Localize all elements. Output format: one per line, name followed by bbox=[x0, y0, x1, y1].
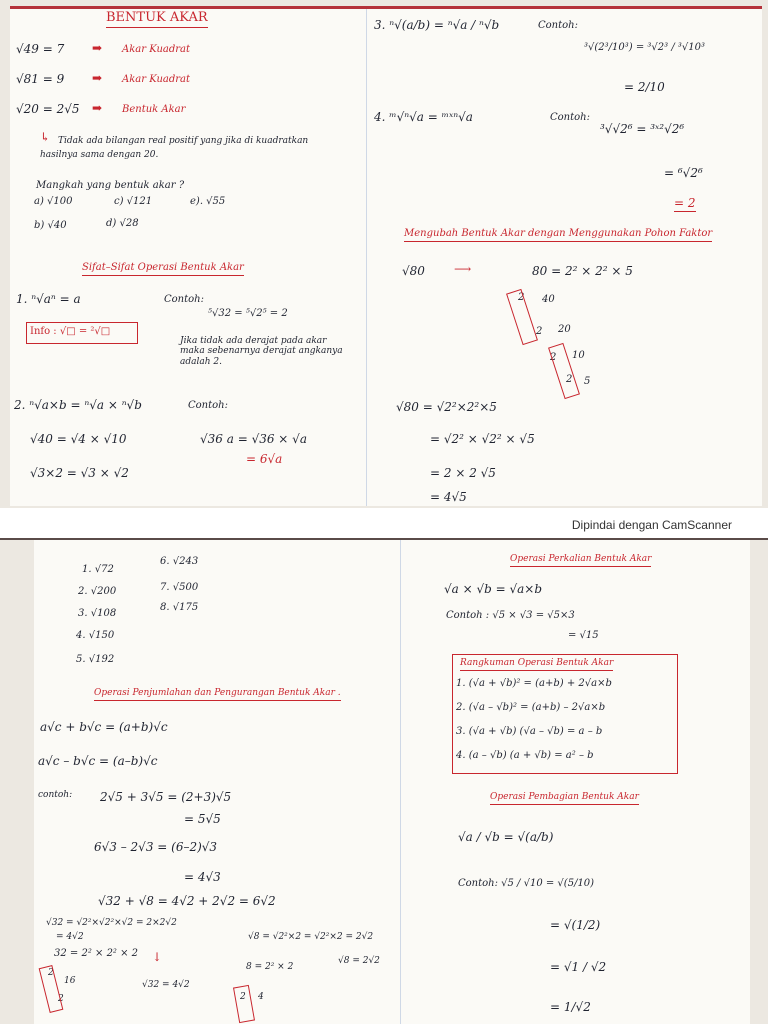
exercise-5: 5. √192 bbox=[76, 654, 115, 665]
divide-rule: √a / √b = √(a/b) bbox=[458, 830, 554, 844]
page-fold bbox=[366, 6, 367, 506]
factor-root: √80 bbox=[402, 264, 425, 278]
root-81: √81 = 9 bbox=[16, 72, 65, 86]
tree-node: 16 bbox=[64, 976, 76, 986]
root32-result: = 4√2 bbox=[56, 932, 84, 942]
tree-node: 5 bbox=[584, 376, 591, 387]
exercise-7: 7. √500 bbox=[160, 582, 199, 593]
factor-8: 8 = 2² × 2 bbox=[246, 962, 294, 972]
property-2-contoh: Contoh: bbox=[188, 400, 228, 411]
property-1: 1. ⁿ√aⁿ = a bbox=[16, 292, 81, 306]
subtract-example-result: = 4√3 bbox=[184, 870, 221, 884]
property-2-ex-a: √40 = √4 × √10 bbox=[30, 432, 127, 446]
tree-node: 4 bbox=[258, 992, 264, 1002]
page-edge bbox=[10, 6, 762, 9]
property-2-ex-b: √36 a = √36 × √a bbox=[200, 432, 307, 446]
property-1-contoh: Contoh: bbox=[164, 294, 204, 305]
add-example-result: = 5√5 bbox=[184, 812, 221, 826]
property-4-result-1: = ⁶√2⁶ bbox=[664, 166, 703, 180]
property-3-contoh: Contoh: bbox=[538, 20, 578, 31]
mixed-example: √32 + √8 = 4√2 + 2√2 = 6√2 bbox=[98, 894, 276, 908]
exercise-1: 1. √72 bbox=[82, 564, 114, 575]
arrow-icon: ➡ bbox=[92, 71, 103, 85]
root-20: √20 = 2√5 bbox=[16, 102, 80, 116]
tree-node: 2 bbox=[566, 374, 573, 385]
faktor-title: Mengubah Bentuk Akar dengan Menggunakan Pohon Faktor bbox=[404, 228, 712, 242]
tree-highlight bbox=[506, 289, 538, 345]
summary-item-1: 1. (√a + √b)² = (a+b) + 2√a×b bbox=[456, 678, 612, 689]
tree-node: 10 bbox=[572, 350, 585, 361]
summary-item-4: 4. (a – √b) (a + √b) = a² – b bbox=[456, 750, 594, 761]
sifat-title: Sifat–Sifat Operasi Bentuk Akar bbox=[82, 262, 244, 276]
divide-example: Contoh: √5 / √10 = √(5/10) bbox=[458, 878, 595, 889]
page-title: BENTUK AKAR bbox=[106, 10, 208, 28]
option-d: d) √28 bbox=[106, 218, 139, 229]
tree-node: 2 bbox=[536, 326, 543, 337]
exercise-6: 6. √243 bbox=[160, 556, 199, 567]
property-3-result: = 2/10 bbox=[624, 80, 665, 94]
summary-item-2: 2. (√a – √b)² = (a+b) – 2√a×b bbox=[456, 702, 606, 713]
property-4: 4. ᵐ√ⁿ√a = ᵐˣⁿ√a bbox=[374, 110, 473, 124]
factor-32: 32 = 2² × 2² × 2 bbox=[54, 948, 139, 959]
tree-highlight bbox=[39, 965, 64, 1013]
question: Mangkah yang bentuk akar ? bbox=[36, 180, 185, 191]
option-b: b) √40 bbox=[34, 220, 67, 231]
page-edge bbox=[0, 538, 768, 540]
add-example: 2√5 + 3√5 = (2+3)√5 bbox=[100, 790, 232, 804]
divide-step-1: = √(1/2) bbox=[550, 918, 601, 932]
root-49: √49 = 7 bbox=[16, 42, 65, 56]
page-fold bbox=[400, 540, 401, 1024]
summary-title: Rangkuman Operasi Bentuk Akar bbox=[460, 658, 613, 671]
tree-node: 40 bbox=[542, 294, 555, 305]
divide-step-2: = √1 / √2 bbox=[550, 960, 607, 974]
tree-node: 2 bbox=[58, 994, 64, 1004]
bagi-title: Operasi Pembagian Bentuk Akar bbox=[490, 792, 639, 805]
factor-equation: 80 = 2² × 2² × 5 bbox=[532, 264, 633, 278]
property-4-result-2: = 2 bbox=[674, 196, 696, 212]
multiply-rule: √a × √b = √a×b bbox=[444, 582, 543, 596]
property-2-ex-b-result: = 6√a bbox=[246, 452, 283, 466]
info-note: Jika tidak ada derajat pada akar maka sebenarnya derajat angkanya adalah 2. bbox=[180, 336, 343, 367]
root32-final: √32 = 4√2 bbox=[142, 980, 190, 990]
add-rule: a√c + b√c = (a+b)√c bbox=[40, 720, 168, 734]
contoh-label: contoh: bbox=[38, 790, 73, 800]
info-text: Info : √□ = ²√□ bbox=[30, 326, 111, 337]
option-c: c) √121 bbox=[114, 196, 153, 207]
property-3-example: ³√(2³/10³) = ³√2³ / ³√10³ bbox=[584, 42, 705, 53]
exercise-2: 2. √200 bbox=[78, 586, 117, 597]
tree-node: 2 bbox=[48, 968, 54, 978]
subtract-example: 6√3 – 2√3 = (6–2)√3 bbox=[94, 840, 218, 854]
option-a: a) √100 bbox=[34, 196, 73, 207]
exercise-3: 3. √108 bbox=[78, 608, 117, 619]
down-arrow-icon: ↓ bbox=[152, 950, 163, 964]
factor-step-4: = 4√5 bbox=[430, 490, 467, 504]
property-3: 3. ⁿ√(a/b) = ⁿ√a / ⁿ√b bbox=[374, 18, 500, 32]
subtract-rule: a√c – b√c = (a–b)√c bbox=[38, 754, 158, 768]
label-akar-kuadrat-1: Akar Kuadrat bbox=[122, 44, 191, 55]
property-2: 2. ⁿ√a×b = ⁿ√a × ⁿ√b bbox=[14, 398, 142, 412]
divide-step-3: = 1/√2 bbox=[550, 1000, 591, 1014]
corner-arrow-icon: ↳ bbox=[40, 130, 51, 144]
factor-step-2: = √2² × √2² × √5 bbox=[430, 432, 535, 446]
arrow-icon: ➡ bbox=[92, 41, 103, 55]
property-1-example: ⁵√32 = ⁵√2⁵ = 2 bbox=[208, 308, 288, 319]
long-arrow-icon: ⟶ bbox=[454, 262, 472, 276]
exercise-4: 4. √150 bbox=[76, 630, 115, 641]
root8-result: √8 = 2√2 bbox=[338, 956, 380, 966]
summary-item-3: 3. (√a + √b) (√a – √b) = a – b bbox=[456, 726, 603, 737]
tree-node: 2 bbox=[518, 292, 525, 303]
note-line-2: hasilnya sama dengan 20. bbox=[40, 150, 159, 160]
factor-step-3: = 2 × 2 √5 bbox=[430, 466, 496, 480]
root8-expansion: √8 = √2²×2 = √2²×2 = 2√2 bbox=[248, 932, 374, 942]
property-4-example: ³√√2⁶ = ³ˣ²√2⁶ bbox=[600, 122, 685, 136]
factor-step-1: √80 = √2²×2²×5 bbox=[396, 400, 497, 414]
tree-node: 2 bbox=[240, 992, 246, 1002]
kali-title: Operasi Perkalian Bentuk Akar bbox=[510, 554, 651, 567]
option-e: e). √55 bbox=[190, 196, 226, 207]
tree-node: 20 bbox=[558, 324, 571, 335]
top-notebook-page bbox=[10, 6, 762, 506]
scanner-watermark-bar bbox=[0, 508, 768, 538]
multiply-example-result: = √15 bbox=[568, 630, 599, 641]
tree-highlight bbox=[233, 985, 255, 1023]
tree-node: 2 bbox=[550, 352, 557, 363]
multiply-example: Contoh : √5 × √3 = √5×3 bbox=[446, 610, 575, 621]
label-akar-kuadrat-2: Akar Kuadrat bbox=[122, 74, 191, 85]
property-2-ex-c: √3×2 = √3 × √2 bbox=[30, 466, 129, 480]
property-4-contoh: Contoh: bbox=[550, 112, 590, 123]
tambah-title: Operasi Penjumlahan dan Pengurangan Bentuk Akar . bbox=[94, 688, 341, 701]
note-line-1: Tidak ada bilangan real positif yang jika di kuadratkan bbox=[58, 136, 309, 146]
arrow-icon: ➡ bbox=[92, 101, 103, 115]
exercise-8: 8. √175 bbox=[160, 602, 199, 613]
scanner-watermark: Dipindai dengan CamScanner bbox=[571, 518, 732, 532]
root32-expansion: √32 = √2²×√2²×√2 = 2×2√2 bbox=[46, 918, 177, 928]
label-bentuk-akar: Bentuk Akar bbox=[122, 104, 186, 115]
bottom-notebook-page bbox=[34, 540, 750, 1024]
